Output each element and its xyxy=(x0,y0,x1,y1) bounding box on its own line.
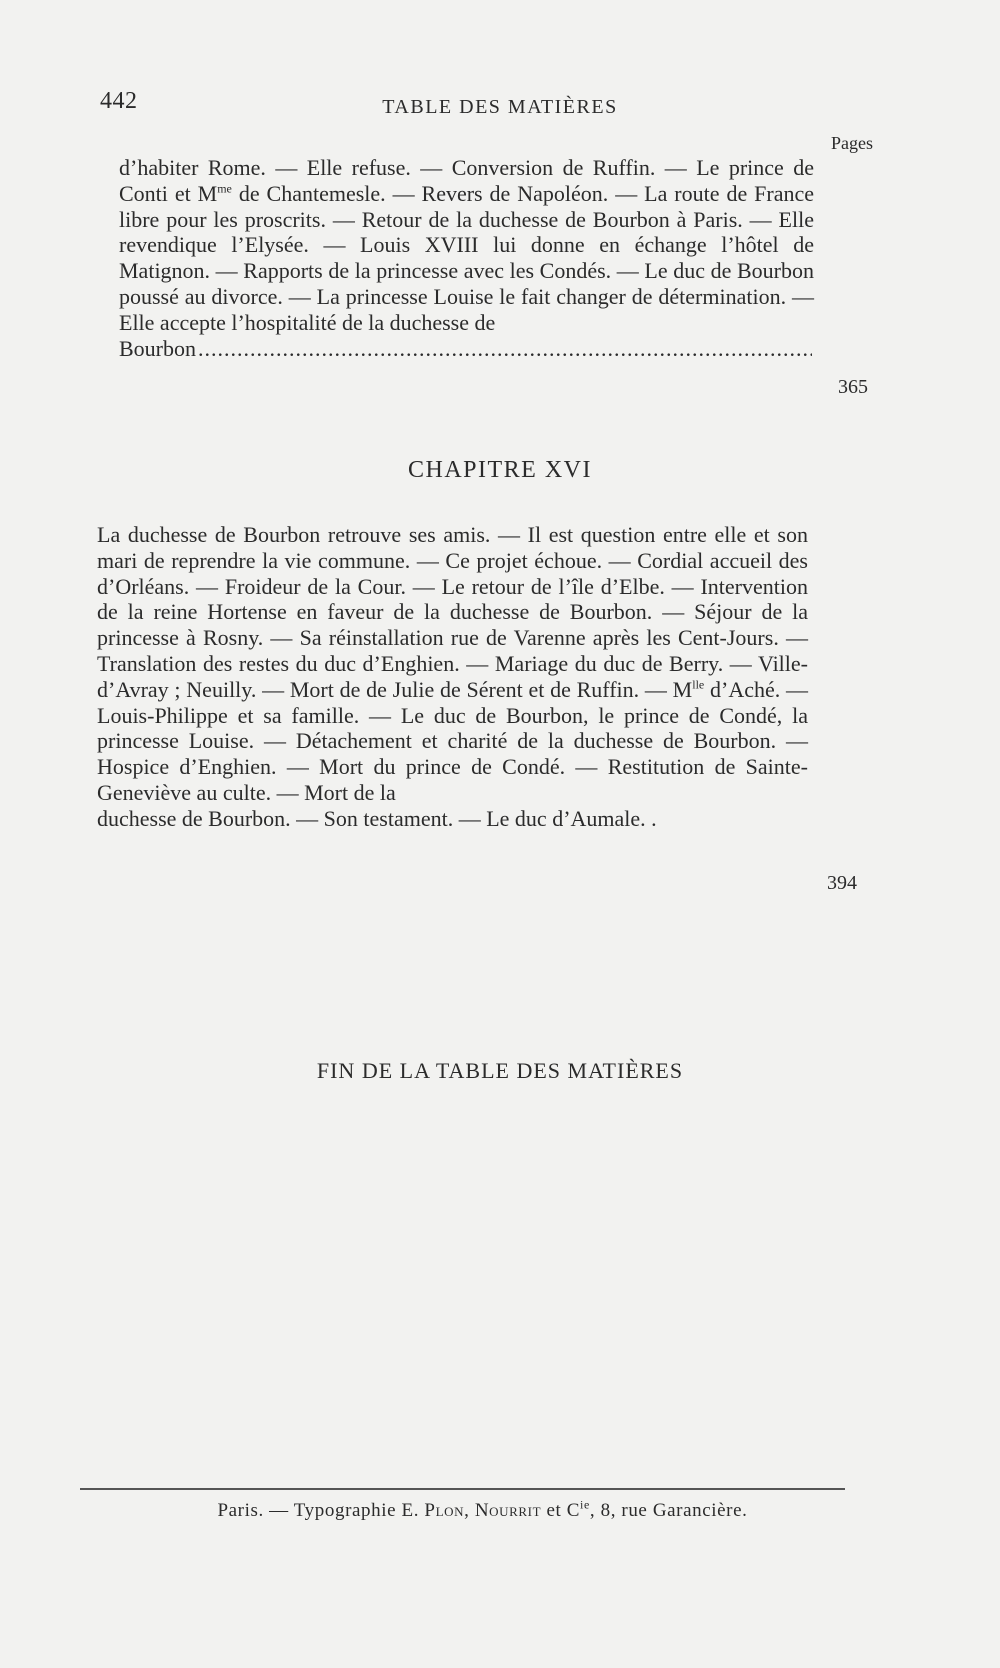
printer-imprint: Paris. — Typographie E. Plon, Nourrit et $C^{ie}$, 8, rue Garancière. xyxy=(217,1497,748,1521)
page-number: 442 xyxy=(100,88,138,114)
toc-entry-last-line-text: duchesse de Bourbon. — Son testament. — Le duc d’Aumale. . xyxy=(97,805,657,831)
page-reference: 365 xyxy=(838,376,868,398)
toc-entry-continued xyxy=(119,155,814,361)
toc-entry-last-line xyxy=(119,336,814,362)
page-reference: 394 xyxy=(827,872,857,894)
running-head: TABLE DES MATIÈRES xyxy=(382,96,618,118)
chapter-heading: CHAPITRE XVI xyxy=(408,457,592,483)
end-of-toc-title: FIN DE LA TABLE DES MATIÈRES xyxy=(316,1058,684,1083)
toc-entry-text: La duchesse de Bourbon retrouve ses amis. — Il est question entre elle et son mari de reprendre la vie commune. — Ce projet échoue. — Cordial accueil des d’Orléans. — Froideur de la Cour. — Le retour de l’île d’Elbe. — Intervention de la reine Hortense en faveur de la duchesse de Bourbon. — Séjour de la princesse à Rosny. — Sa réinstallation rue de Varenne après les Cent-Jours. — Translation des restes du duc d’Enghien. — Mariage du duc de Berry. — Ville-d’Avray ; Neuilly. — Mort de de Julie de Sérent et de Ruffin. — $M^{lle}$ d’Aché. — Louis-Philippe et sa famille. — Le duc de Bourbon, le prince de Condé, la princesse Louise. — Détachement et charité de la duchesse de Bourbon. — Hospice d’Enghien. — Mort du prince de Condé. — Restitution de Sainte-Geneviève au culte. — Mort de la xyxy=(97,522,808,805)
toc-entry-last-line xyxy=(97,806,808,832)
dot-leader xyxy=(198,336,812,362)
footer-rule xyxy=(80,1488,845,1490)
pages-column-label: Pages xyxy=(831,133,873,153)
toc-entry xyxy=(97,522,808,832)
imprint-nourrit: Nourrit xyxy=(474,1500,542,1521)
toc-entry-last-word: Bourbon xyxy=(119,335,196,361)
toc-entry-text: d’habiter Rome. — Elle refuse. — Conversion de Ruffin. — Le prince de Conti et $M^{me}$ de Chantemesle. — Revers de Napoléon. — La route de France libre pour les proscrits. — Retour de la duchesse de Bourbon à Paris. — Elle revendique l’Elysée. — Louis XVIII lui donne en échange l’hôtel de Matignon. — Rapports de la princesse avec les Condés. — Le duc de Bourbon poussé au divorce. — La princesse Louise le fait changer de détermination. — Elle accepte l’hospitalité de la duchesse de xyxy=(119,155,814,335)
imprint-plon: Plon xyxy=(424,1500,465,1521)
imprint-prefix: Paris. — Typographie E. xyxy=(217,1500,420,1521)
imprint-suffix: et $C^{ie}$, 8, rue Garancière. xyxy=(546,1497,748,1521)
bleed-through xyxy=(115,1130,960,1410)
